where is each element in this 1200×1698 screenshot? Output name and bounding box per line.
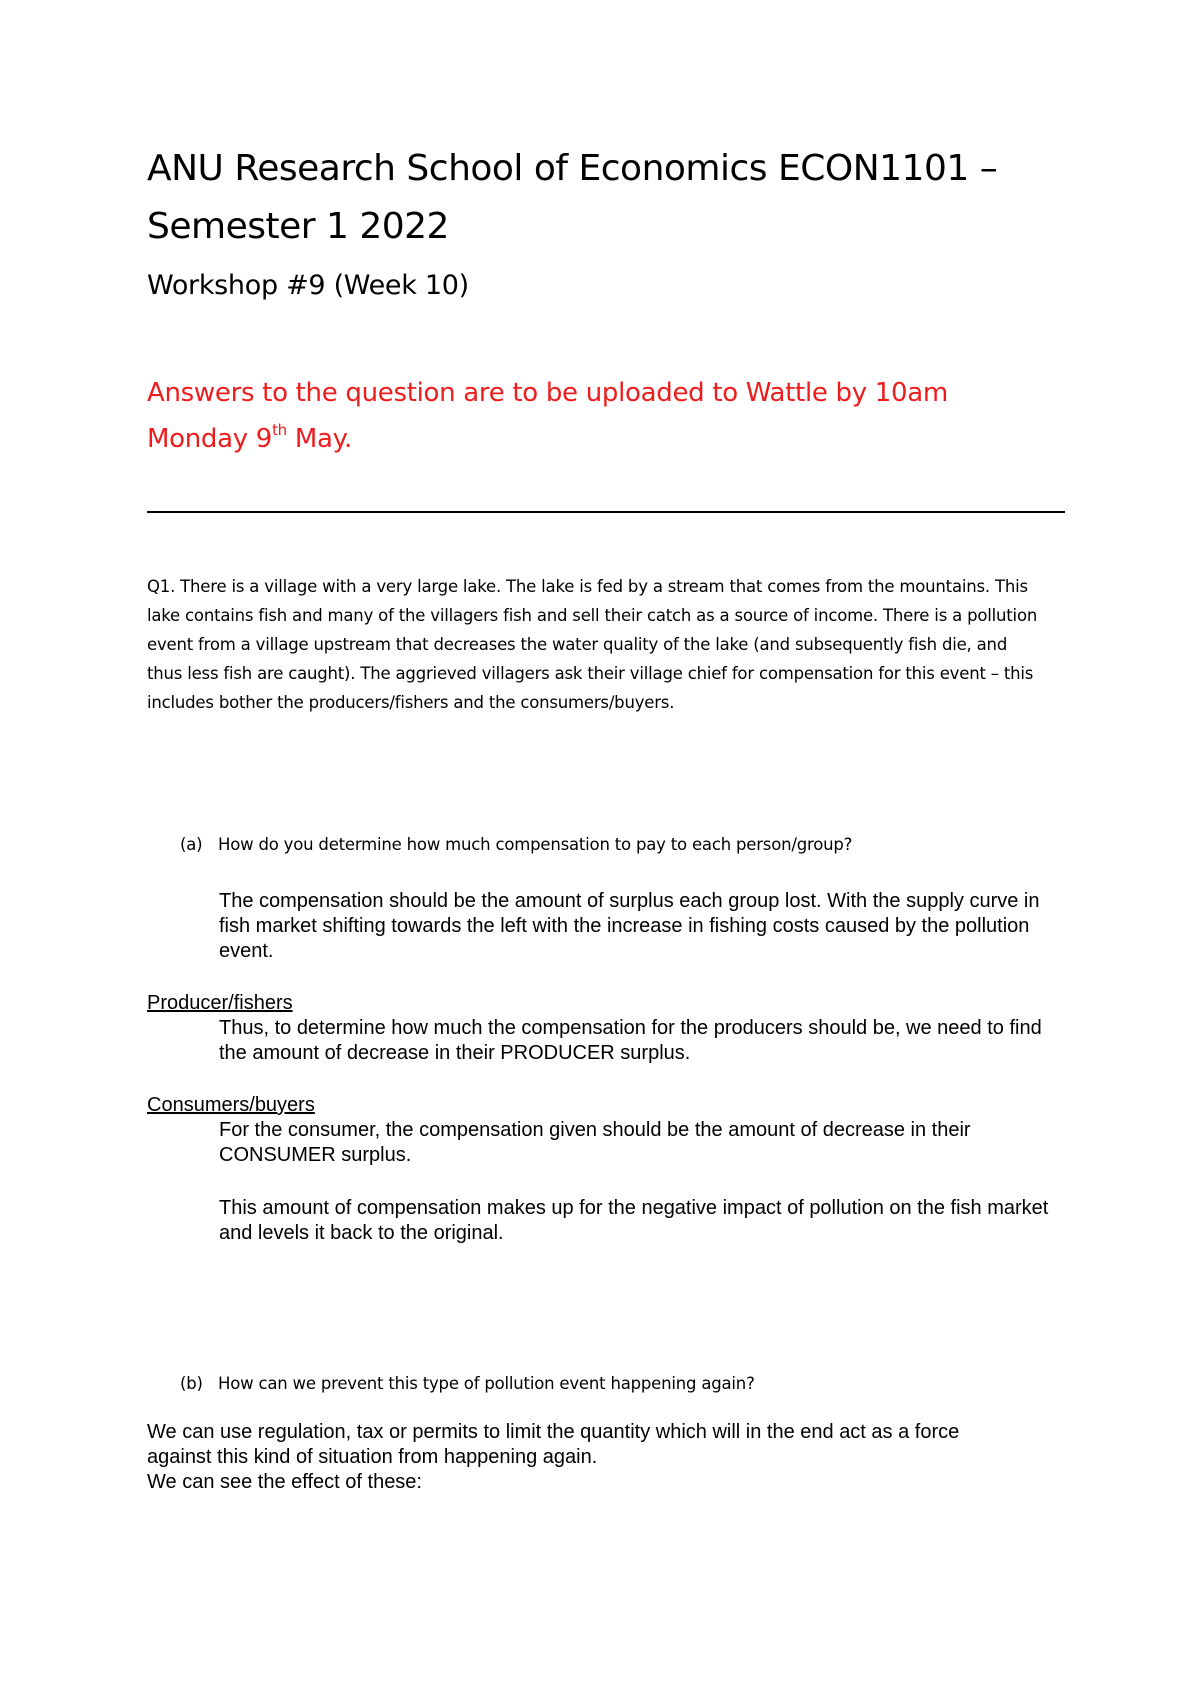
consumer-heading: Consumers/buyers [147, 1094, 315, 1116]
workshop-subtitle: Workshop #9 (Week 10) [147, 270, 469, 301]
deadline-ordinal: th [272, 421, 287, 439]
part-a-answer [219, 889, 1069, 964]
deadline-notice [147, 370, 1047, 462]
part-b-answer [147, 1420, 1027, 1495]
part-b-question-text: How can we prevent this type of pollution event happening again? [218, 1374, 755, 1393]
question-1-text: Q1. There is a village with a very large lake. The lake is fed by a stream that comes from the mountains. This lake contains fish and many of the villagers fish and sell their catch as a source of income. There is a pollution event from a village upstream that decreases the water quality of the lake (and subsequently fish die, and thus less fish are caught). The aggrieved villagers ask their village chief for compensation for this event – this includes bother the producers/fishers and the consumers/buyers. [147, 577, 1038, 712]
part-a-answer-text: The compensation should be the amount of surplus each group lost. With the supply curve in fish market shifting towards the left with the increase in fishing costs caused by the pollution event. [219, 890, 1040, 962]
producer-heading: Producer/fishers [147, 992, 293, 1014]
part-a-label: (a) [180, 835, 203, 854]
part-b-label: (b) [180, 1374, 203, 1393]
document-title: ANU Research School of Economics ECON1101 – Semester 1 2022 [147, 148, 998, 247]
part-b-answer-text: We can use regulation, tax or permits to limit the quantity which will in the end act as a force against this kind of situation from happening again. [147, 1421, 960, 1468]
horizontal-divider [147, 511, 1065, 513]
part-a-question [180, 833, 852, 857]
consumer-answer-text: For the consumer, the compensation given should be the amount of decrease in their CONSUMER surplus. [219, 1119, 971, 1166]
producer-answer-text: Thus, to determine how much the compensation for the producers should be, we need to find the amount of decrease in their PRODUCER surplus. [219, 1017, 1042, 1064]
part-a-question-text: How do you determine how much compensation to pay to each person/group? [218, 835, 853, 854]
closing-answer [219, 1196, 1069, 1246]
deadline-month: May. [286, 424, 352, 454]
producer-answer [219, 1016, 1069, 1066]
part-b-question [180, 1372, 755, 1396]
deadline-text: Answers to the question are to be uploaded to Wattle by 10am Monday 9 [147, 378, 948, 454]
part-b-answer-followup: We can see the effect of these: [147, 1471, 422, 1493]
consumer-answer [219, 1118, 1069, 1168]
closing-answer-text: This amount of compensation makes up for the negative impact of pollution on the fish market and levels it back to the original. [219, 1197, 1049, 1244]
